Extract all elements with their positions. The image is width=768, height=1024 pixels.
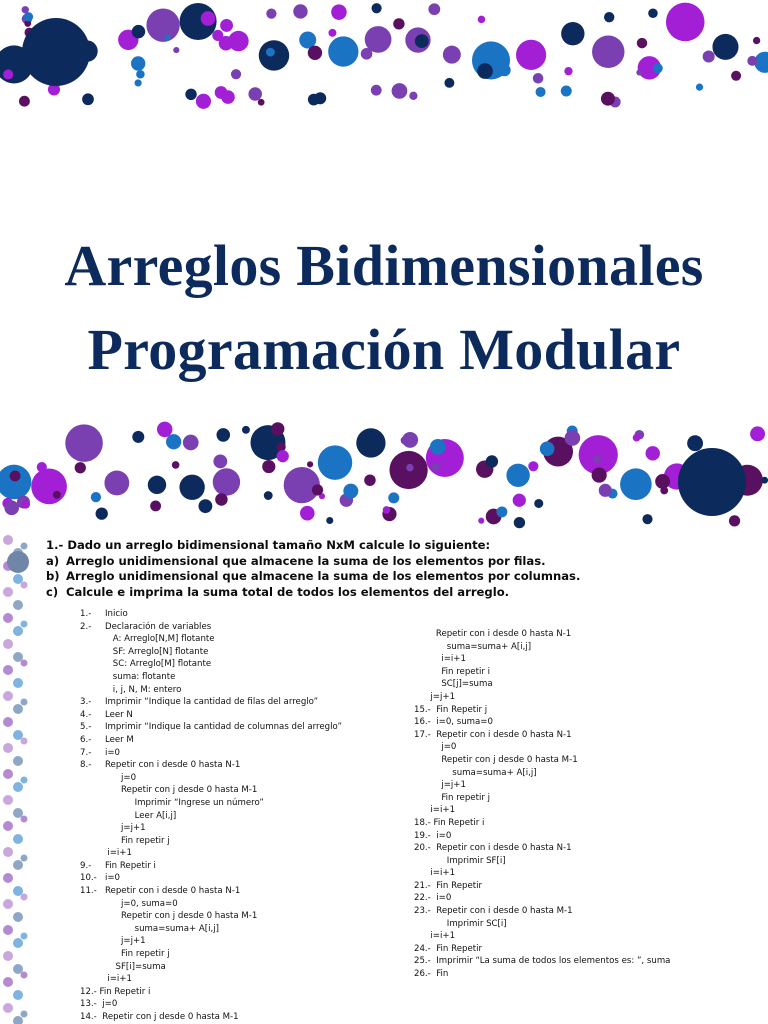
decorative-dot [19,96,30,107]
decorative-dot [4,501,19,516]
decorative-dot [534,499,543,508]
decorative-dot [22,18,90,86]
decorative-dot [343,484,358,499]
decorative-dot [13,964,23,974]
decorative-dot [655,474,670,489]
decorative-dot [3,717,13,727]
decorative-dot [3,639,13,649]
pseudocode-line: 13.- j=0 [80,999,118,1010]
decorative-dot [660,487,668,495]
decorative-dot [242,426,250,434]
decorative-dot [318,445,352,479]
decorative-dot [7,551,29,573]
problem-item-label: b) [46,569,60,583]
decorative-dot [409,92,417,100]
decorative-dot [326,517,333,524]
decorative-dot [620,468,652,500]
decorative-dot [308,94,320,106]
pseudocode-line: SF: Arreglo[N] flotante [80,646,209,657]
pseudocode-line: i=i+1 [414,805,456,816]
decorative-dot [3,951,13,961]
problem-intro [46,538,746,554]
decorative-dot [604,12,614,22]
decorative-dot [592,36,624,68]
pseudocode-line: 14.- Repetir con j desde 0 hasta M-1 [80,1012,239,1022]
pseudocode-line: 5.- Imprimir “Indique la cantidad de columnas del arreglo” [80,722,342,733]
pseudocode-line: SC[j]=suma [414,679,493,690]
decorative-dot [21,621,28,628]
pseudocode-left-column [80,608,342,1024]
decorative-dot [53,491,61,499]
decorative-dot [406,464,413,471]
decorative-dot [13,756,23,766]
decorative-dot [259,40,289,70]
pseudocode-line: 12.- Fin Repetir i [80,986,151,997]
decorative-dot [293,4,307,18]
decorative-dot [13,626,23,636]
pseudocode-line: i=i+1 [80,848,132,859]
decorative-dot [96,507,108,519]
decorative-dot [478,16,486,24]
decorative-dot [750,426,765,441]
decorative-dot [183,435,199,451]
pseudocode-line: i=i+1 [414,931,456,942]
decorative-dot [592,467,607,482]
decorative-dot [231,69,241,79]
decorative-dot [3,769,13,779]
decorative-dot [264,491,273,500]
pseudocode-line: j=j+1 [80,936,146,947]
pseudocode-line: Fin repetir j [80,949,170,960]
decorative-dot [179,475,204,500]
pseudocode-line: 18.- Fin Repetir i [414,817,485,828]
pseudocode-line: 19.- i=0 [414,830,452,841]
slide-title-line-1: Arreglos Bidimensionales [64,232,704,298]
decorative-dot [132,25,145,38]
decorative-dot [747,56,757,66]
decorative-dot [3,691,13,701]
decorative-dot [31,469,67,505]
pseudocode-line: Repetir con i desde 0 hasta N-1 [414,629,572,639]
decorative-dot [21,972,28,979]
decorative-dot [371,85,382,96]
decorative-dot [3,587,13,597]
decorative-dot [431,462,439,470]
decorative-dot [516,40,546,70]
pseudocode-line: i, j, N, M: entero [80,684,182,695]
decorative-dot [216,428,230,442]
pseudocode-line: Repetir con j desde 0 hasta M-1 [414,754,578,765]
pseudocode-line: suma: flotante [80,671,176,682]
pseudocode-line: 23.- Repetir con i desde 0 hasta M-1 [414,906,573,917]
pseudocode-line: SF[i]=suma [80,961,166,972]
decorative-dot [21,738,28,745]
pseudocode-line: i=i+1 [414,868,456,879]
decorative-dot [444,78,454,88]
decorative-dot [271,422,284,435]
decorative-dot [356,428,385,457]
decorative-dot [21,699,28,706]
pseudocode-line: 21.- Fin Repetir [414,880,483,891]
pseudocode-line: 24.- Fin Repetir [414,943,483,954]
decorative-dot [258,99,265,106]
decorative-dot [166,434,181,449]
decorative-dot [729,515,740,526]
decorative-dot [21,1011,28,1018]
decorative-dot [266,9,276,19]
pseudocode-line: 25.- Imprimir “La suma de todos los elementos es: ”, suma [414,956,671,967]
decorative-dot [24,12,33,21]
decorative-dot [496,506,507,517]
pseudocode-line: 22.- i=0 [414,893,452,904]
pseudocode-line: 11.- Repetir con i desde 0 hasta N-1 [80,886,241,897]
problem-item-b [46,569,746,585]
decorative-dot [533,73,544,84]
decorative-dot [248,87,262,101]
decorative-dot [221,90,235,104]
decorative-dot [646,446,660,460]
decorative-dot [132,431,144,443]
decorative-dot [198,499,212,513]
pseudocode-line: 3.- Imprimir “Indique la cantidad de filas del arreglo” [80,697,319,708]
decorative-dot [196,94,211,109]
pseudocode-line: Leer A[i,j] [80,810,177,821]
decorative-dot [13,678,23,688]
decorative-dot [477,63,493,79]
top-dot-border [0,0,768,112]
decorative-dot [308,46,322,60]
decorative-dot [3,665,13,675]
pseudocode-line: Repetir con j desde 0 hasta M-1 [80,911,258,922]
pseudocode-line: i=i+1 [80,974,132,985]
pseudocode-line: 17.- Repetir con i desde 0 hasta N-1 [414,729,572,740]
decorative-dot [328,29,336,37]
decorative-dot [300,506,315,521]
decorative-dot [13,808,23,818]
decorative-dot [21,894,28,901]
pseudocode-line: 16.- i=0, suma=0 [414,717,493,728]
decorative-dot [599,484,612,497]
decorative-dot [37,462,47,472]
decorative-dot [486,455,498,467]
pseudocode-line: i=i+1 [414,654,466,665]
pseudocode-line: Imprimir “Ingrese un número” [80,797,264,808]
pseudocode-line: Fin repetir j [80,835,170,846]
problem-intro-text: 1.- Dado un arreglo bidimensional tamaño NxM calcule lo siguiente: [46,538,491,552]
decorative-dot [21,855,28,862]
decorative-dot [565,430,581,446]
pseudocode-line: j=0 [80,772,137,783]
problem-item-label: c) [46,584,59,599]
decorative-dot [149,24,155,30]
decorative-dot [13,834,23,844]
pseudocode-line: Fin repetir j [414,792,490,803]
pseudocode-line: Repetir con j desde 0 hasta M-1 [80,785,258,796]
decorative-dot [393,18,404,29]
decorative-dot [277,450,289,462]
decorative-dot [212,30,223,41]
problem-statement [46,538,746,600]
decorative-dot [430,439,446,455]
decorative-dot [3,795,13,805]
decorative-dot [21,933,28,940]
decorative-dot [91,492,101,502]
pseudocode-line: 10.- i=0 [80,873,121,884]
decorative-dot [633,434,641,442]
decorative-dot [561,86,572,97]
decorative-dot [312,484,323,495]
decorative-dot [3,977,13,987]
decorative-dot [636,69,642,75]
problem-item-a [46,554,746,570]
decorative-dot [13,600,23,610]
pseudocode-line: 4.- Leer N [80,709,133,720]
decorative-dot [13,1016,23,1024]
problem-item-text: Arreglo unidimensional que almacene la suma de los elementos por columnas. [66,569,581,583]
decorative-dot [131,56,145,70]
decorative-dot [731,71,741,81]
decorative-dot [761,477,768,484]
decorative-dot [3,613,13,623]
decorative-dot [75,462,86,473]
decorative-dot [173,47,179,53]
decorative-dot [215,493,227,505]
decorative-dot [499,64,511,76]
decorative-dot [3,743,13,753]
decorative-dot [13,574,23,584]
decorative-dot [136,70,145,79]
decorative-dot [201,11,216,26]
decorative-dot [392,83,408,99]
pseudocode-line: j=0, suma=0 [80,898,178,909]
pseudocode-line: 7.- i=0 [80,747,121,758]
decorative-dot [164,35,170,41]
decorative-dot [213,454,227,468]
pseudocode-line: suma=suma+ A[i,j] [414,767,537,778]
decorative-dot [561,22,584,45]
decorative-dot [338,49,349,60]
left-dot-strip [0,532,30,1024]
decorative-dot [13,938,23,948]
decorative-dot [157,422,172,437]
decorative-dot [428,3,440,15]
decorative-dot [172,461,180,469]
decorative-dot [3,821,13,831]
pseudocode-line: 26.- Fin [414,969,449,980]
decorative-dot [82,93,94,105]
decorative-dot [648,8,658,18]
decorative-dot [266,48,275,57]
decorative-dot [150,501,161,512]
decorative-dot [678,448,746,516]
pseudocode-line: j=j+1 [414,691,456,702]
decorative-dot [594,455,602,463]
decorative-dot [3,69,13,79]
decorative-dot [712,34,738,60]
pseudocode-line: j=j+1 [80,823,146,834]
decorative-dot [642,514,652,524]
decorative-dot [564,67,572,75]
decorative-dot [637,38,647,48]
decorative-dot [506,464,529,487]
pseudocode-line: A: Arreglo[N,M] flotante [80,634,215,645]
decorative-dot [10,471,21,482]
problem-item-text: Calcule e imprima la suma total de todos los elementos del arreglo. [66,584,510,599]
decorative-dot [13,704,23,714]
decorative-dot [540,442,555,457]
decorative-dot [21,543,28,550]
decorative-dot [22,500,30,508]
decorative-dot [383,506,391,514]
pseudocode-line: j=j+1 [414,780,466,791]
problem-item-label: a) [46,553,60,568]
decorative-dot [703,50,715,62]
decorative-dot [13,782,23,792]
decorative-dot [361,48,373,60]
decorative-dot [21,816,28,823]
decorative-dot [331,4,347,20]
decorative-dot [13,652,23,662]
pseudocode-line: 9.- Fin Repetir i [80,860,156,871]
pseudocode-line: Fin repetir i [414,666,490,677]
decorative-dot [3,847,13,857]
problem-item-c [46,585,746,601]
pseudocode-line: j=0 [414,742,457,753]
decorative-dot [104,471,129,496]
decorative-dot [3,535,13,545]
decorative-dot [696,84,703,91]
decorative-dot [364,474,375,485]
decorative-dot [753,37,760,44]
decorative-dot [65,424,103,462]
pseudocode-line: 20.- Repetir con i desde 0 hasta N-1 [414,843,572,854]
decorative-dot [13,860,23,870]
pseudocode-line: 1.- Inicio [80,609,128,619]
decorative-dot [21,582,28,589]
decorative-dot [13,912,23,922]
decorative-dot [601,92,615,106]
decorative-dot [21,777,28,784]
decorative-dot [13,886,23,896]
decorative-dot [3,1003,13,1013]
decorative-dot [185,89,196,100]
decorative-dot [415,34,429,48]
pseudocode-line: Imprimir SF[i] [414,855,506,866]
decorative-dot [284,467,320,503]
decorative-dot [388,492,399,503]
decorative-dot [213,468,240,495]
decorative-dot [3,899,13,909]
pseudocode-line: suma=suma+ A[i,j] [80,923,219,934]
decorative-dot [514,517,525,528]
decorative-dot [536,87,546,97]
pseudocode-line: 6.- Leer M [80,734,134,745]
decorative-dot [13,990,23,1000]
decorative-dot [13,730,23,740]
decorative-dot [666,3,705,42]
pseudocode-line: 15.- Fin Repetir j [414,704,488,715]
pseudocode-line: Imprimir SC[i] [414,918,507,929]
pseudocode-right-column [414,628,670,981]
decorative-dot [402,432,418,448]
decorative-dot [21,660,28,667]
decorative-dot [307,461,313,467]
pseudocode-line: SC: Arreglo[M] flotante [80,659,212,670]
decorative-dot [513,494,526,507]
middle-dot-border [0,420,768,532]
decorative-dot [0,465,31,500]
decorative-dot [3,925,13,935]
decorative-dot [3,873,13,883]
pseudocode-line: 8.- Repetir con i desde 0 hasta N-1 [80,760,241,771]
decorative-dot [528,461,538,471]
decorative-dot [687,435,703,451]
pseudocode-line: 2.- Declaración de variables [80,621,212,632]
decorative-dot [262,460,275,473]
decorative-dot [653,63,663,73]
slide-title-line-2: Programación Modular [87,316,681,382]
decorative-dot [148,476,166,494]
decorative-dot [372,3,382,13]
decorative-dot [443,46,461,64]
problem-item-text: Arreglo unidimensional que almacene la suma de los elementos por filas. [66,553,546,568]
pseudocode-line: suma=suma+ A[i,j] [414,641,532,652]
decorative-dot [135,79,142,86]
decorative-dot [220,19,233,32]
decorative-dot [478,518,484,524]
